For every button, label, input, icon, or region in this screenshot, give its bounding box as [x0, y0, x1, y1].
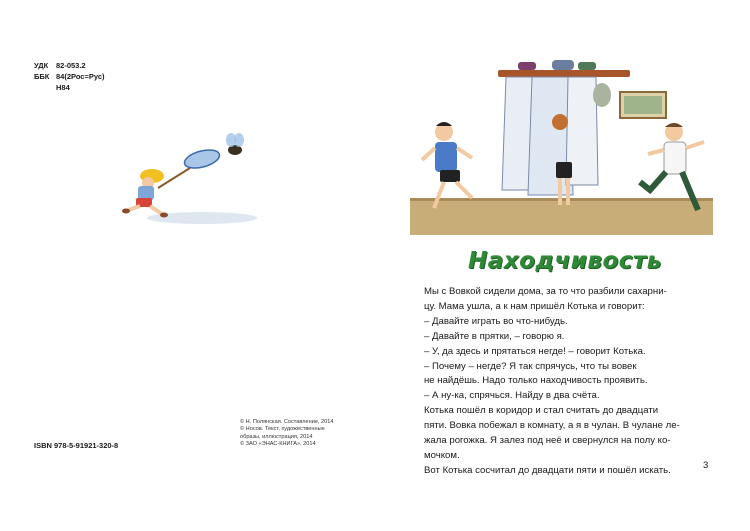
catalog-value: 82-053.2	[56, 61, 86, 70]
story-text	[424, 285, 710, 479]
catalog-value: Н84	[56, 83, 70, 92]
copyright-block	[240, 419, 360, 448]
copyright-line: © Н. Полянская. Составление, 2014	[240, 419, 334, 425]
copyright-line: образы, иллюстрация, 2014	[240, 433, 313, 440]
catalog-row-author-mark	[34, 82, 105, 93]
text-line: – Почему – негде? Я так спрячусь, что ты вовек	[424, 360, 637, 372]
catalog-row-bbk	[34, 71, 105, 82]
catalog-key: УДК	[34, 61, 49, 70]
copyright-line: © Носов. Текст, художественные	[240, 426, 325, 433]
text-line: Мы с Вовкой сидели дома, за то что разбили сахарни-	[424, 286, 667, 297]
catalog-key: ББК	[34, 72, 50, 81]
page-number: 3	[703, 460, 709, 471]
copyright-line: © ЗАО «ЭНАС-КНИГА», 2014	[240, 440, 316, 447]
isbn: ISBN 978-5-91921-320-8	[34, 441, 119, 450]
text-line: мочком.	[424, 449, 460, 461]
catalog-block	[34, 60, 105, 93]
catalog-row-udk	[34, 60, 105, 71]
text-line: Котька пошёл в коридор и стал считать до двадцати	[424, 405, 659, 417]
text-line: не найдёшь. Надо только находчивость проявить.	[424, 375, 648, 387]
story-title: Находчивость	[468, 248, 662, 274]
hallway-illustration	[410, 50, 713, 235]
text-line: пяти. Вовка побежал в комнату, а я в чулан. В чулане ле-	[424, 420, 680, 432]
text-line: Вот Котька сосчитал до двадцати пяти и пошёл искать.	[424, 464, 671, 476]
catalog-value: 84(2Рос=Рус)	[56, 72, 105, 81]
text-line: цу. Мама ушла, а к нам пришёл Котька и говорит:	[424, 300, 645, 312]
text-line: – Давайте в прятки, – говорю я.	[424, 330, 565, 342]
text-line: – У, да здесь и прятаться негде! – говорит Котька.	[424, 345, 646, 357]
text-line: – Давайте играть во что-нибудь.	[424, 315, 568, 327]
text-line: жала рогожка. Я залез под неё и свернулся на полу ко-	[424, 435, 671, 447]
catalog-key	[34, 82, 56, 93]
boy-with-net-illustration	[110, 128, 260, 228]
text-line: – А ну-ка, спрячься. Найду в два счёта.	[424, 390, 600, 402]
